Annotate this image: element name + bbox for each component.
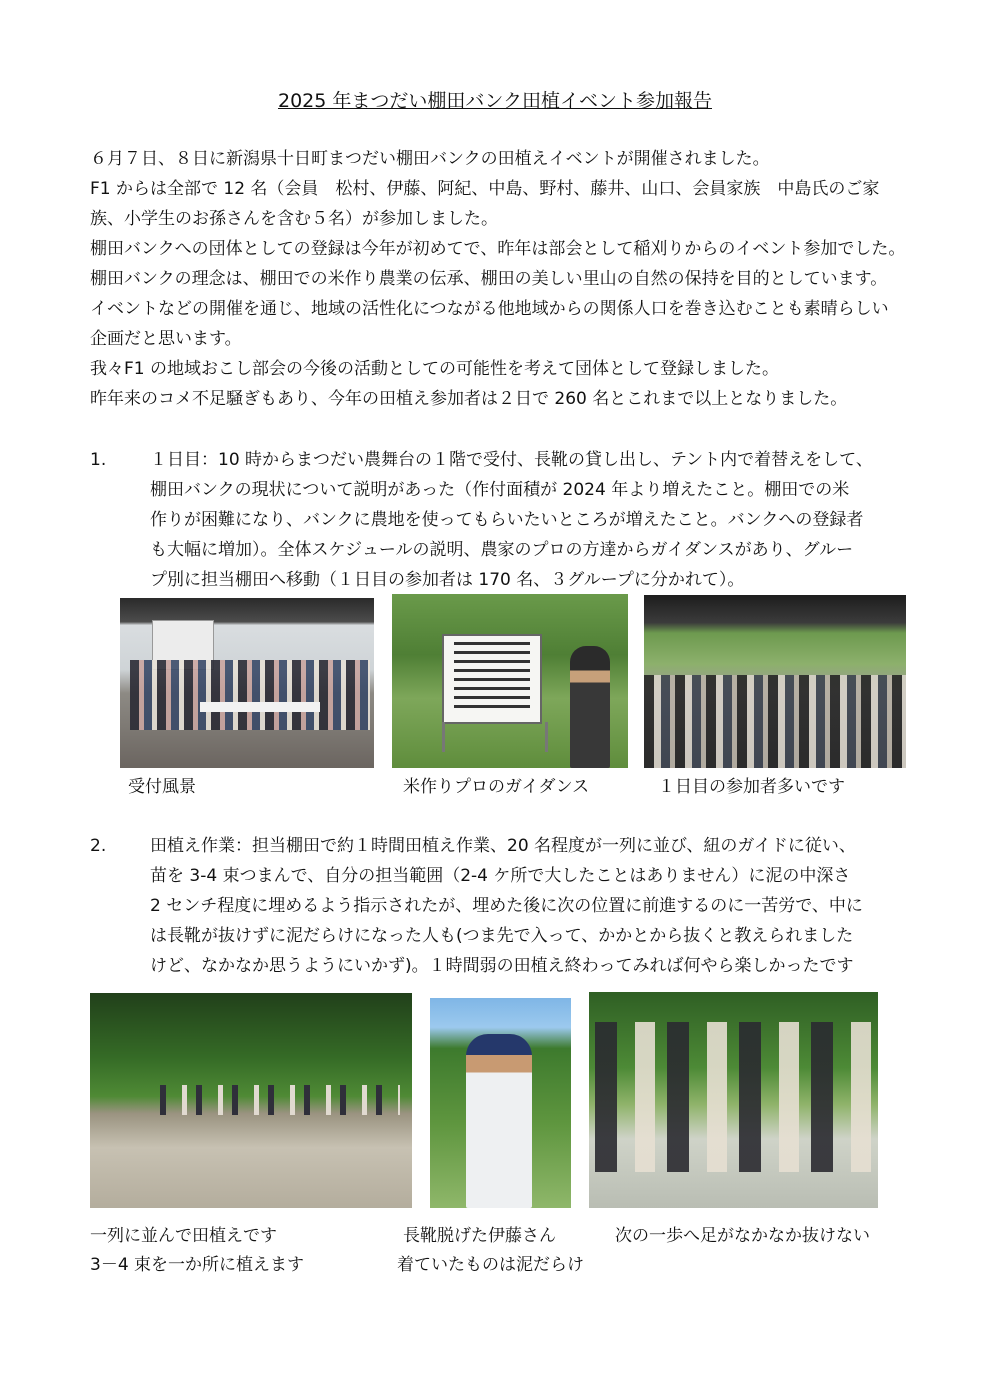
- photo-caption: 長靴脱げた伊藤さん: [403, 1226, 556, 1246]
- photo-detail: [644, 675, 906, 768]
- intro-line: 棚田バンクの理念は、棚田での米作り農業の伝承、棚田の美しい里山の自然の保持を目的としています。: [90, 269, 888, 289]
- section-body: [150, 445, 950, 595]
- intro-line: 昨年来のコメ不足騒ぎもあり、今年の田植え参加者は２日で 260 名とこれまで以上となりました。: [90, 389, 848, 409]
- photo-participants: [644, 595, 906, 768]
- photo-stuck-feet: [589, 992, 878, 1208]
- section-line: は長靴が抜けずに泥だらけになった人も(つま先で入って、かかとから抜くと教えられました: [150, 926, 854, 946]
- whiteboard: [442, 634, 542, 724]
- intro-line: 我々F1 の地域おこし部会の今後の活動としての可能性を考えて団体として登録しました。: [90, 359, 779, 379]
- intro-line: 棚田バンクへの団体としての登録は今年が初めてで、昨年は部会として稲刈りからのイベント参加でした。: [90, 239, 906, 259]
- intro-line: F1 からは全部で 12 名（会員 松村、伊藤、阿紀、中島、野村、藤井、山口、会員家族 中島氏のご家: [90, 179, 880, 199]
- section-line: 棚田バンクの現状について説明があった（作付面積が 2024 年より増えたこと。棚田での米: [150, 480, 850, 500]
- photo-reception: [120, 598, 374, 768]
- section-number: 1.: [90, 450, 107, 470]
- photo-detail: [200, 702, 320, 712]
- photo-caption: 3－4 束を一か所に植えます: [90, 1255, 305, 1275]
- section-line: 苗を 3-4 束つまんで、自分の担当範囲（2-4 ケ所で大したことはありません）に泥の中深さ: [150, 866, 851, 886]
- photo-caption: 一列に並んで田植えです: [90, 1226, 277, 1246]
- photo-detail: [570, 646, 610, 768]
- intro-line: 企画だと思います。: [90, 329, 242, 349]
- section-line: プ別に担当棚田へ移動（１日目の参加者は 170 名、３グループに分かれて）。: [150, 570, 745, 590]
- intro-line: 族、小学生のお孫さんを含む５名）が参加しました。: [90, 209, 498, 229]
- section-line: 2 センチ程度に埋めるよう指示されたが、埋めた後に次の位置に前進するのに一苦労で、中に: [150, 896, 863, 916]
- page-title: 2025 年まつだい棚田バンク田植イベント参加報告: [277, 90, 712, 112]
- section-line: 田植え作業：担当棚田で約１時間田植え作業、20 名程度が一列に並び、紐のガイドに従い、: [150, 836, 856, 856]
- section-line: １日目：10 時からまつだい農舞台の１階で受付、長靴の貸し出し、テント内で着替えをして、: [150, 450, 873, 470]
- photo-guidance: [392, 594, 628, 768]
- section-line: 作りが困難になり、バンクに農地を使ってもらいたいところが増えたこと。バンクへの登録者: [150, 510, 864, 530]
- section-line: も大幅に増加）。全体スケジュールの説明、農家のプロの方達からガイダンスがあり、グルー: [150, 540, 854, 560]
- intro-paragraph: [90, 144, 960, 414]
- section-body: [150, 831, 950, 981]
- photo-caption: 米作りプロのガイダンス: [403, 777, 590, 797]
- photo-caption: 受付風景: [128, 777, 196, 797]
- photo-detail: [442, 722, 548, 752]
- intro-line: イベントなどの開催を通じ、地域の活性化につながる他地域からの関係人口を巻き込むことも素晴らしい: [90, 299, 889, 319]
- photo-caption: 次の一歩へ足がなかなか抜けない: [615, 1226, 870, 1246]
- photo-detail: [595, 1022, 875, 1172]
- photo-line-planting: [90, 993, 412, 1208]
- photo-ito-san: [430, 998, 571, 1208]
- photo-detail: [466, 1034, 532, 1208]
- section-line: けど、なかなか思うようにいかず)。１時間弱の田植え終わってみれば何やら楽しかったです: [150, 956, 854, 976]
- intro-line: ６月７日、８日に新潟県十日町まつだい棚田バンクの田植えイベントが開催されました。: [90, 149, 770, 169]
- photo-caption: 着ていたものは泥だらけ: [397, 1255, 584, 1275]
- section-number: 2.: [90, 836, 107, 856]
- photo-caption: １日目の参加者多いです: [658, 777, 845, 797]
- photo-detail: [160, 1085, 400, 1115]
- photo-detail: [130, 660, 370, 730]
